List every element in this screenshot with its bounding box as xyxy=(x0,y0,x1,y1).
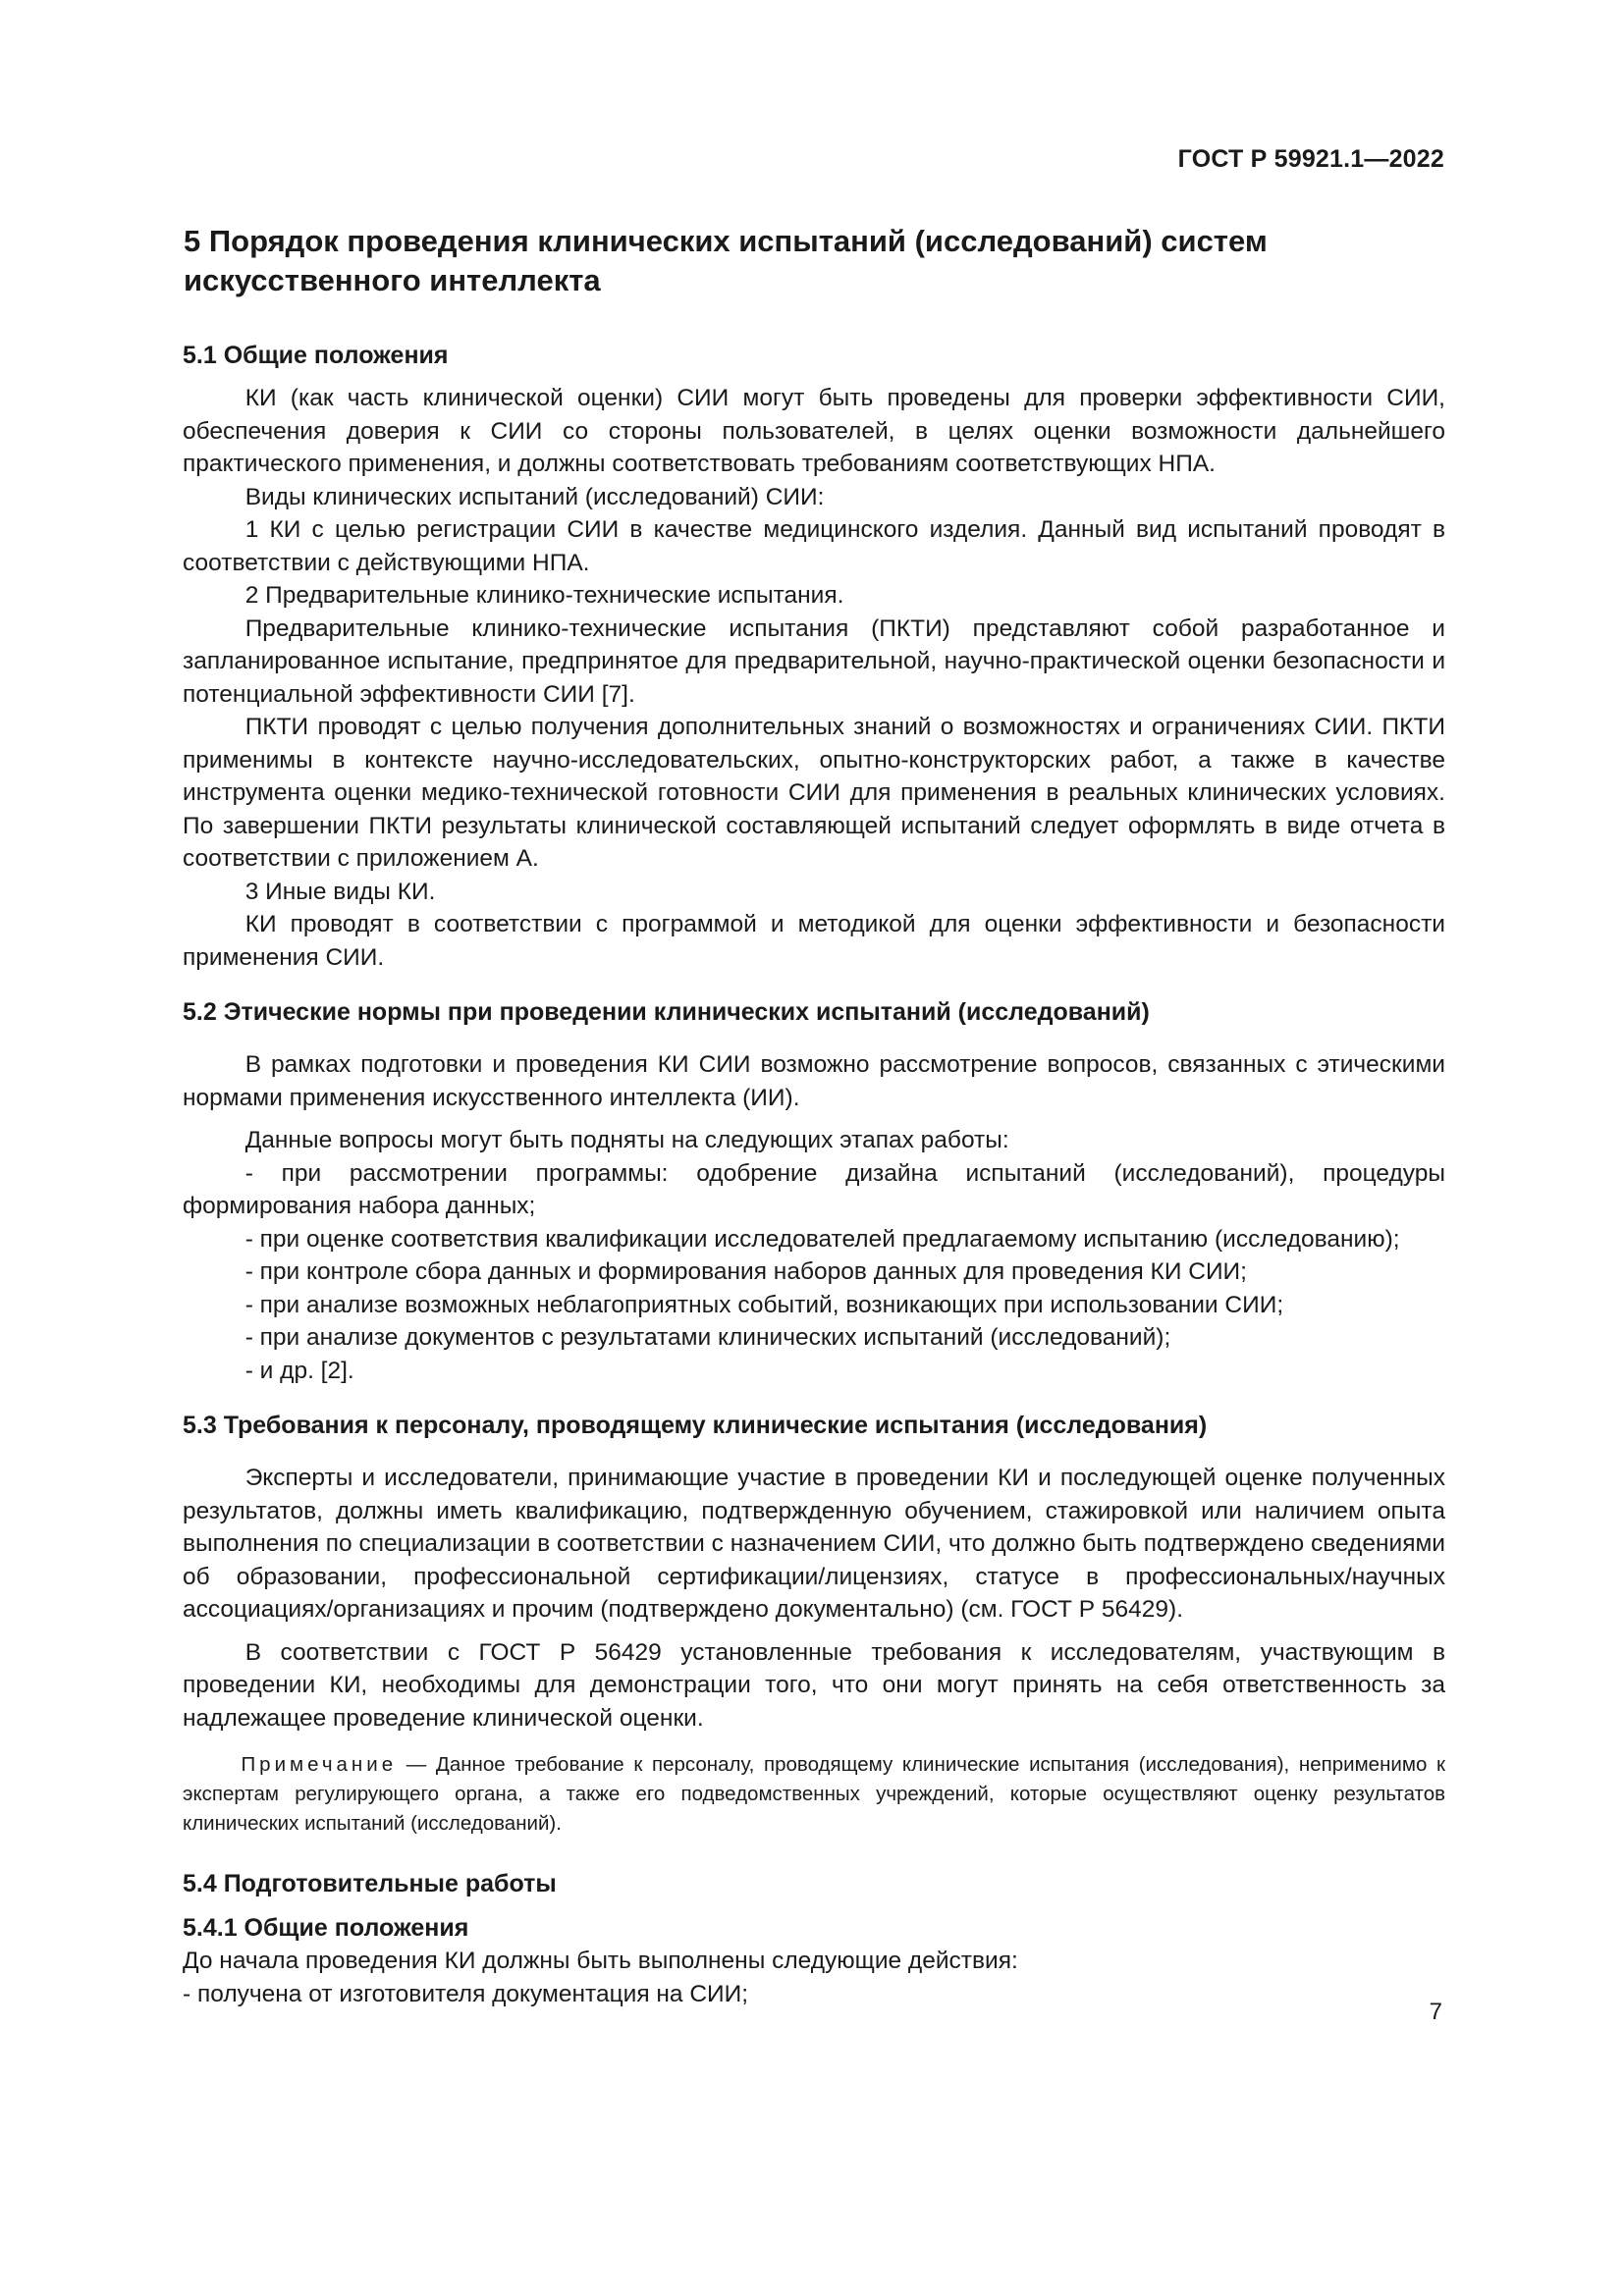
paragraph: Виды клинических испытаний (исследований) СИИ: xyxy=(244,483,825,510)
list-item: - и др. [2]. xyxy=(244,1357,354,1384)
note xyxy=(183,1750,1445,1839)
note-label: Примечание xyxy=(241,1753,398,1776)
list-item: - при контроле сбора данных и формирования наборов данных для проведения КИ СИИ; xyxy=(244,1258,1247,1285)
document-code: ГОСТ Р 59921.1—2022 xyxy=(1177,145,1444,173)
section-5-2-heading: 5.2 Этические нормы при проведении клинических испытаний (исследований) xyxy=(183,998,1150,1026)
section-5-4-heading: 5.4 Подготовительные работы xyxy=(183,1870,557,1897)
paragraph: В соответствии с ГОСТ Р 56429 установленные требования к исследователям, участвующим в проведении КИ, необходимы для демонстрации того, что они могут принять на себя ответственность за надлежащее проведение клинической оценки. xyxy=(183,1638,1445,1732)
paragraph: В рамках подготовки и проведения КИ СИИ возможно рассмотрение вопросов, связанных с этическими нормами применения искусственного интеллекта (ИИ). xyxy=(183,1051,1445,1111)
paragraph: Предварительные клинико-технические испытания (ПКТИ) представляют собой разработанное и запланированное испытание, предпринятое для предварительной, научно-практической оценки безопасности и потенциальной эффективности СИИ [7]. xyxy=(183,614,1445,708)
page-number: 7 xyxy=(1429,1999,1442,2025)
section-5-heading: 5 Порядок проведения клинических испытаний (исследований) систем искусственного интеллекта xyxy=(184,224,1268,297)
paragraph: КИ проводят в соответствии с программой и методикой для оценки эффективности и безопасности применения СИИ. xyxy=(183,911,1445,971)
section-5-3-heading: 5.3 Требования к персоналу, проводящему клинические испытания (исследования) xyxy=(183,1412,1208,1439)
paragraph: Данные вопросы могут быть подняты на следующих этапах работы: xyxy=(244,1127,1009,1153)
note-text: — Данное требование к персоналу, проводящему клинические испытания (исследования), неприменимо к экспертам регулирующего органа, а также его подведомственных учреждений, которые осуществляют оценку результатов клинических испытаний (исследований). xyxy=(183,1753,1445,1835)
paragraph: КИ (как часть клинической оценки) СИИ могут быть проведены для проверки эффективности СИИ, обеспечения доверия к СИИ со стороны пользователей, в целях оценки возможности дальнейшего практического применения, и должны соответствовать требованиям соответствующих НПА. xyxy=(183,385,1445,477)
list-item: - при оценке соответствия квалификации исследователей предлагаемому испытанию (исследованию); xyxy=(244,1225,1400,1253)
paragraph: 3 Иные виды КИ. xyxy=(244,878,436,905)
paragraph: 1 КИ с целью регистрации СИИ в качестве медицинского изделия. Данный вид испытаний проводят в соответствии с действующими НПА. xyxy=(183,516,1445,576)
section-5-4-1-heading: 5.4.1 Общие положения xyxy=(183,1914,469,1942)
paragraph: До начала проведения КИ должны быть выполнены следующие действия: xyxy=(183,1948,1018,1974)
paragraph: 2 Предварительные клинико-технические испытания. xyxy=(244,582,844,609)
list-item: - получена от изготовителя документация на СИИ; xyxy=(183,1980,749,2007)
section-5-1-heading: 5.1 Общие положения xyxy=(183,342,449,369)
paragraph: Эксперты и исследователи, принимающие участие в проведении КИ и последующей оценке полученных результатов, должны иметь квалификацию, подтвержденную обучением, стажировкой или наличием опыта выполнения по специализации в соответствии с назначением СИИ, что должно быть подтверждено сведениями об образовании, профессиональной сертификации/лицензиях, статусе в профессиональных/научных ассоциациях/организациях и прочим (подтверждено документально) (см. ГОСТ Р 56429). xyxy=(183,1465,1445,1623)
list-item: - при рассмотрении программы: одобрение дизайна испытаний (исследований), процедуры формирования набора данных; xyxy=(183,1159,1445,1219)
list-item: - при анализе возможных неблагоприятных событий, возникающих при использовании СИИ; xyxy=(244,1291,1284,1318)
paragraph: ПКТИ проводят с целью получения дополнительных знаний о возможностях и ограничениях СИИ. ПКТИ применимы в контексте научно-исследовательских, опытно-конструкторских работ, а также в качестве инструмента оценки медико-технической готовности СИИ для применения в реальных клинических условиях. По завершении ПКТИ результаты клинической составляющей испытаний следует оформлять в виде отчета в соответствии с приложением А. xyxy=(183,714,1445,872)
list-item: - при анализе документов с результатами клинических испытаний (исследований); xyxy=(244,1324,1171,1351)
document-body xyxy=(183,222,1445,2010)
